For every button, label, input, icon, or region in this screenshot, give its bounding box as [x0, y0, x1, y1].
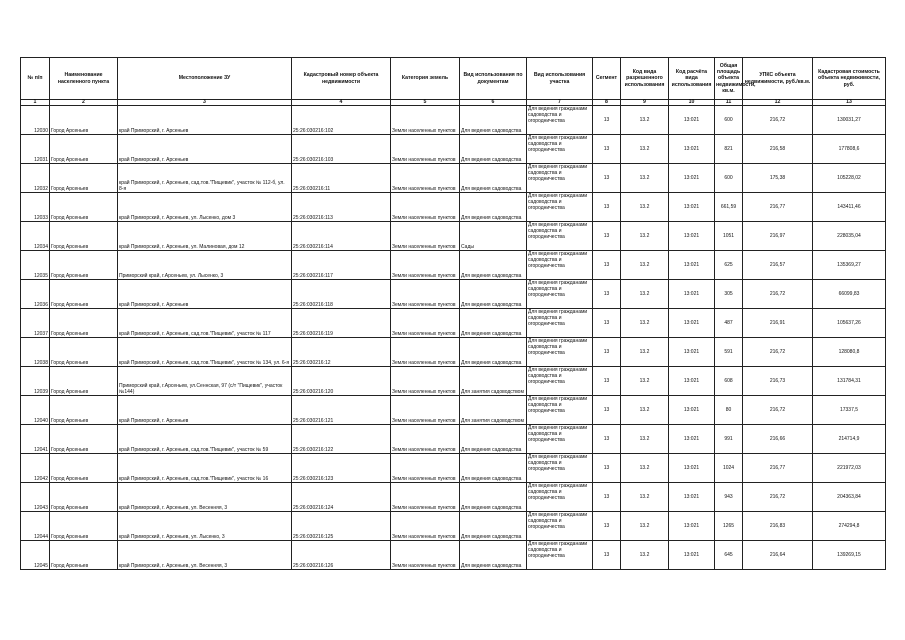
table-row: [21, 280, 886, 309]
permitted-use-code: 13.2: [621, 222, 669, 251]
cadastral-number: 25:26:030216:103: [292, 135, 391, 164]
column-number: 13: [813, 100, 886, 106]
permitted-use-code: 13.2: [621, 338, 669, 367]
calculation-code: 13:021: [669, 280, 715, 309]
land-category: Земли населенных пунктов: [391, 222, 460, 251]
row-number: 12040: [21, 396, 50, 425]
cadastral-value: 177808,6: [813, 135, 886, 164]
plot-use: Для ведения гражданами садоводства и огородничества: [527, 454, 593, 483]
header-cell: Код расчёта вида использования: [669, 58, 715, 100]
permitted-use-code: 13.2: [621, 454, 669, 483]
cadastral-number: 25:26:030216:125: [292, 512, 391, 541]
column-number: 3: [118, 100, 292, 106]
cadastral-number: 25:26:030216:122: [292, 425, 391, 454]
cadastral-number: 25:26:030216:114: [292, 222, 391, 251]
land-category: Земли населенных пунктов: [391, 425, 460, 454]
settlement-name: Город Арсеньев: [50, 338, 118, 367]
settlement-name: Город Арсеньев: [50, 512, 118, 541]
column-number: 1: [21, 100, 50, 106]
calculation-code: 13:021: [669, 193, 715, 222]
plot-use: Для ведения гражданами садоводства и огородничества: [527, 309, 593, 338]
calculation-code: 13:021: [669, 135, 715, 164]
table-row: [21, 222, 886, 251]
settlement-name: Город Арсеньев: [50, 483, 118, 512]
table-row: [21, 106, 886, 135]
cadastral-value: 66099,83: [813, 280, 886, 309]
upks-value: 216,72: [743, 106, 813, 135]
table-row: [21, 164, 886, 193]
calculation-code: 13:021: [669, 454, 715, 483]
land-category: Земли населенных пунктов: [391, 454, 460, 483]
documented-use: Для ведения садоводства: [460, 338, 527, 367]
cadastral-number: 25:26:030216:11: [292, 164, 391, 193]
land-location: край Приморский, г. Арсеньев: [118, 396, 292, 425]
calculation-code: 13:021: [669, 338, 715, 367]
upks-value: 216,66: [743, 425, 813, 454]
column-number: 2: [50, 100, 118, 106]
table-row: [21, 309, 886, 338]
row-number: 12038: [21, 338, 50, 367]
plot-use: Для ведения гражданами садоводства и огородничества: [527, 396, 593, 425]
segment: 13: [593, 309, 621, 338]
settlement-name: Город Арсеньев: [50, 367, 118, 396]
land-category: Земли населенных пунктов: [391, 338, 460, 367]
header-cell: Категория земель: [391, 58, 460, 100]
table-row: [21, 454, 886, 483]
cadastral-value: 221972,03: [813, 454, 886, 483]
calculation-code: 13:021: [669, 251, 715, 280]
documented-use: Для ведения садоводства: [460, 164, 527, 193]
row-number: 12030: [21, 106, 50, 135]
permitted-use-code: 13.2: [621, 367, 669, 396]
calculation-code: 13:021: [669, 309, 715, 338]
header-cell: Вид использования участка: [527, 58, 593, 100]
documented-use: Сады: [460, 222, 527, 251]
row-number: 12044: [21, 512, 50, 541]
land-location: край Приморский, г. Арсеньев: [118, 280, 292, 309]
cadastral-number: 25:26:030216:118: [292, 280, 391, 309]
header-cell: Общая площадь объекта недвижимости, кв.м.: [715, 58, 743, 100]
cadastral-number: 25:26:030216:120: [292, 367, 391, 396]
total-area: 608: [715, 367, 743, 396]
cadastral-number: 25:26:030216:124: [292, 483, 391, 512]
segment: 13: [593, 251, 621, 280]
column-number: 7: [527, 100, 593, 106]
land-location: край Приморский, г. Арсеньев: [118, 135, 292, 164]
calculation-code: 13:021: [669, 222, 715, 251]
table-row: [21, 135, 886, 164]
row-number: 12042: [21, 454, 50, 483]
segment: 13: [593, 454, 621, 483]
row-number: 12034: [21, 222, 50, 251]
land-location: край Приморский, г. Арсеньев, ул. Лысенко, дом 3: [118, 193, 292, 222]
documented-use: Для ведения садоводства: [460, 454, 527, 483]
row-number: 12035: [21, 251, 50, 280]
documented-use: Для ведения садоводства: [460, 512, 527, 541]
permitted-use-code: 13.2: [621, 396, 669, 425]
plot-use: Для ведения гражданами садоводства и огородничества: [527, 367, 593, 396]
cadastral-number: 25:26:030216:102: [292, 106, 391, 135]
header-cell: Местоположение ЗУ: [118, 58, 292, 100]
land-category: Земли населенных пунктов: [391, 396, 460, 425]
documented-use: Для занятия садоводством: [460, 367, 527, 396]
calculation-code: 13:021: [669, 367, 715, 396]
total-area: 821: [715, 135, 743, 164]
plot-use: Для ведения гражданами садоводства и огородничества: [527, 512, 593, 541]
total-area: 305: [715, 280, 743, 309]
column-number: 8: [593, 100, 621, 106]
table-row: [21, 541, 886, 570]
settlement-name: Город Арсеньев: [50, 222, 118, 251]
segment: 13: [593, 135, 621, 164]
total-area: 645: [715, 541, 743, 570]
upks-value: 216,72: [743, 396, 813, 425]
upks-value: 216,77: [743, 193, 813, 222]
land-location: край Приморский, г. Арсеньев: [118, 106, 292, 135]
upks-value: 216,72: [743, 483, 813, 512]
land-category: Земли населенных пунктов: [391, 164, 460, 193]
segment: 13: [593, 512, 621, 541]
permitted-use-code: 13.2: [621, 280, 669, 309]
total-area: 600: [715, 164, 743, 193]
documented-use: Для ведения садоводства: [460, 193, 527, 222]
upks-value: 216,73: [743, 367, 813, 396]
cadastral-value: 228035,04: [813, 222, 886, 251]
cadastral-value: 139269,15: [813, 541, 886, 570]
settlement-name: Город Арсеньев: [50, 135, 118, 164]
calculation-code: 13:021: [669, 483, 715, 512]
permitted-use-code: 13.2: [621, 483, 669, 512]
segment: 13: [593, 193, 621, 222]
cadastral-number: 25:26:030216:121: [292, 396, 391, 425]
column-number: 11: [715, 100, 743, 106]
cadastral-value: 143411,46: [813, 193, 886, 222]
table-row: [21, 512, 886, 541]
segment: 13: [593, 222, 621, 251]
plot-use: Для ведения гражданами садоводства и огородничества: [527, 193, 593, 222]
land-location: край Приморский, г. Арсеньев, ул. Лысенко, 3: [118, 512, 292, 541]
cadastral-value: 135369,27: [813, 251, 886, 280]
row-number: 12043: [21, 483, 50, 512]
table-row: [21, 193, 886, 222]
calculation-code: 13:021: [669, 425, 715, 454]
documented-use: Для ведения садоводства: [460, 483, 527, 512]
row-number: 12045: [21, 541, 50, 570]
row-number: 12032: [21, 164, 50, 193]
permitted-use-code: 13.2: [621, 106, 669, 135]
segment: 13: [593, 396, 621, 425]
segment: 13: [593, 425, 621, 454]
plot-use: Для ведения гражданами садоводства и огородничества: [527, 541, 593, 570]
total-area: 943: [715, 483, 743, 512]
upks-value: 216,72: [743, 280, 813, 309]
table-row: [21, 367, 886, 396]
row-number: 12033: [21, 193, 50, 222]
header-cell: Наименование населенного пункта: [50, 58, 118, 100]
cadastral-value: 130031,27: [813, 106, 886, 135]
land-location: край Приморский, г. Арсеньев, ул. Весенняя, 3: [118, 541, 292, 570]
cadastral-value-table: [20, 57, 886, 570]
upks-value: 216,77: [743, 454, 813, 483]
land-location: край Приморский, г. Арсеньев, сад.тов."Пищевик", участок № 59: [118, 425, 292, 454]
cadastral-value: 131784,31: [813, 367, 886, 396]
documented-use: Для ведения садоводства: [460, 106, 527, 135]
settlement-name: Город Арсеньев: [50, 251, 118, 280]
row-number: 12031: [21, 135, 50, 164]
row-number: 12037: [21, 309, 50, 338]
land-category: Земли населенных пунктов: [391, 106, 460, 135]
plot-use: Для ведения гражданами садоводства и огородничества: [527, 106, 593, 135]
total-area: 591: [715, 338, 743, 367]
calculation-code: 13:021: [669, 512, 715, 541]
settlement-name: Город Арсеньев: [50, 425, 118, 454]
upks-value: 175,38: [743, 164, 813, 193]
column-number: 4: [292, 100, 391, 106]
table-row: [21, 251, 886, 280]
land-location: край Приморский, г. Арсеньев, ул. Малиновая, дом 12: [118, 222, 292, 251]
land-category: Земли населенных пунктов: [391, 483, 460, 512]
header-cell: Кадастровый номер объекта недвижимости: [292, 58, 391, 100]
total-area: 80: [715, 396, 743, 425]
cadastral-value: 214714,9: [813, 425, 886, 454]
cadastral-number: 25:26:030216:126: [292, 541, 391, 570]
plot-use: Для ведения гражданами садоводства и огородничества: [527, 338, 593, 367]
segment: 13: [593, 541, 621, 570]
cadastral-number: 25:26:030216:117: [292, 251, 391, 280]
land-location: Приморский край, г.Арсеньев, ул. Лысенко, 3: [118, 251, 292, 280]
upks-value: 216,64: [743, 541, 813, 570]
column-number: 5: [391, 100, 460, 106]
upks-value: 216,91: [743, 309, 813, 338]
land-location: Приморский край, г.Арсеньев, ул.Сеннская, 97 (с/т "Пищевик", участок №144): [118, 367, 292, 396]
header-cell: Сегмент: [593, 58, 621, 100]
header-cell: Вид использования по документам: [460, 58, 527, 100]
permitted-use-code: 13.2: [621, 251, 669, 280]
settlement-name: Город Арсеньев: [50, 396, 118, 425]
calculation-code: 13:021: [669, 396, 715, 425]
segment: 13: [593, 164, 621, 193]
settlement-name: Город Арсеньев: [50, 454, 118, 483]
settlement-name: Город Арсеньев: [50, 280, 118, 309]
total-area: 1024: [715, 454, 743, 483]
table-row: [21, 338, 886, 367]
segment: 13: [593, 338, 621, 367]
upks-value: 216,97: [743, 222, 813, 251]
segment: 13: [593, 280, 621, 309]
table-body: [21, 106, 886, 570]
plot-use: Для ведения гражданами садоводства и огородничества: [527, 425, 593, 454]
total-area: 487: [715, 309, 743, 338]
documented-use: Для ведения садоводства: [460, 541, 527, 570]
land-category: Земли населенных пунктов: [391, 280, 460, 309]
total-area: 1051: [715, 222, 743, 251]
total-area: 991: [715, 425, 743, 454]
cadastral-number: 25:26:030216:119: [292, 309, 391, 338]
land-location: край Приморский, г. Арсеньев, ул. Весенняя, 3: [118, 483, 292, 512]
cadastral-value: 105637,26: [813, 309, 886, 338]
table-row: [21, 425, 886, 454]
cadastral-value: 17337,5: [813, 396, 886, 425]
permitted-use-code: 13.2: [621, 135, 669, 164]
table-row: [21, 483, 886, 512]
permitted-use-code: 13.2: [621, 425, 669, 454]
land-category: Земли населенных пунктов: [391, 541, 460, 570]
land-location: край Приморский, г. Арсеньев, сад.тов."Пищевик", участок № 117: [118, 309, 292, 338]
calculation-code: 13:021: [669, 541, 715, 570]
permitted-use-code: 13.2: [621, 164, 669, 193]
cadastral-value: 274294,8: [813, 512, 886, 541]
header-cell: УПКС объекта недвижимости, руб./кв.м.: [743, 58, 813, 100]
plot-use: Для ведения гражданами садоводства и огородничества: [527, 280, 593, 309]
land-location: край Приморский, г. Арсеньев, сад.тов."Пищевик", участок № 134, ул. 6-я: [118, 338, 292, 367]
segment: 13: [593, 483, 621, 512]
row-number: 12041: [21, 425, 50, 454]
cadastral-value: 128080,8: [813, 338, 886, 367]
header-cell: Кадастровая стоимость объекта недвижимости, руб.: [813, 58, 886, 100]
settlement-name: Город Арсеньев: [50, 193, 118, 222]
settlement-name: Город Арсеньев: [50, 164, 118, 193]
row-number: 12039: [21, 367, 50, 396]
column-number: 9: [621, 100, 669, 106]
permitted-use-code: 13.2: [621, 193, 669, 222]
documented-use: Для ведения садоводства: [460, 135, 527, 164]
plot-use: Для ведения гражданами садоводства и огородничества: [527, 483, 593, 512]
land-category: Земли населенных пунктов: [391, 512, 460, 541]
documented-use: Для ведения садоводства: [460, 309, 527, 338]
land-category: Земли населенных пунктов: [391, 309, 460, 338]
documented-use: Для занятия садоводством: [460, 396, 527, 425]
header-cell: Код вида разрешенного использования: [621, 58, 669, 100]
header-cell: № п/п: [21, 58, 50, 100]
land-category: Земли населенных пунктов: [391, 251, 460, 280]
permitted-use-code: 13.2: [621, 541, 669, 570]
upks-value: 216,58: [743, 135, 813, 164]
cadastral-number: 25:26:030216:113: [292, 193, 391, 222]
column-number: 12: [743, 100, 813, 106]
segment: 13: [593, 106, 621, 135]
upks-value: 216,83: [743, 512, 813, 541]
cadastral-number: 25:26:030216:123: [292, 454, 391, 483]
settlement-name: Город Арсеньев: [50, 106, 118, 135]
column-number: 6: [460, 100, 527, 106]
calculation-code: 13:021: [669, 106, 715, 135]
header-row: [21, 58, 886, 100]
cadastral-value: 204363,84: [813, 483, 886, 512]
segment: 13: [593, 367, 621, 396]
settlement-name: Город Арсеньев: [50, 309, 118, 338]
calculation-code: 13:021: [669, 164, 715, 193]
cadastral-value: 105228,02: [813, 164, 886, 193]
total-area: 625: [715, 251, 743, 280]
land-category: Земли населенных пунктов: [391, 193, 460, 222]
documented-use: Для ведения садоводства: [460, 280, 527, 309]
plot-use: Для ведения гражданами садоводства и огородничества: [527, 222, 593, 251]
table-row: [21, 396, 886, 425]
documented-use: Для ведения садоводства: [460, 251, 527, 280]
plot-use: Для ведения гражданами садоводства и огородничества: [527, 251, 593, 280]
land-category: Земли населенных пунктов: [391, 135, 460, 164]
row-number: 12036: [21, 280, 50, 309]
plot-use: Для ведения гражданами садоводства и огородничества: [527, 135, 593, 164]
total-area: 661,59: [715, 193, 743, 222]
column-number: 10: [669, 100, 715, 106]
total-area: 600: [715, 106, 743, 135]
cadastral-number: 25:26:030216:12: [292, 338, 391, 367]
upks-value: 216,72: [743, 338, 813, 367]
documented-use: Для ведения садоводства: [460, 425, 527, 454]
land-location: край Приморский, г. Арсеньев, сад.тов."Пищевик", участок № 16: [118, 454, 292, 483]
settlement-name: Город Арсеньев: [50, 541, 118, 570]
permitted-use-code: 13.2: [621, 309, 669, 338]
land-location: край Приморский, г. Арсеньев, сад.тов."Пищевик", участок № 112-б, ул. 8-я: [118, 164, 292, 193]
upks-value: 216,57: [743, 251, 813, 280]
total-area: 1265: [715, 512, 743, 541]
plot-use: Для ведения гражданами садоводства и огородничества: [527, 164, 593, 193]
permitted-use-code: 13.2: [621, 512, 669, 541]
land-category: Земли населенных пунктов: [391, 367, 460, 396]
